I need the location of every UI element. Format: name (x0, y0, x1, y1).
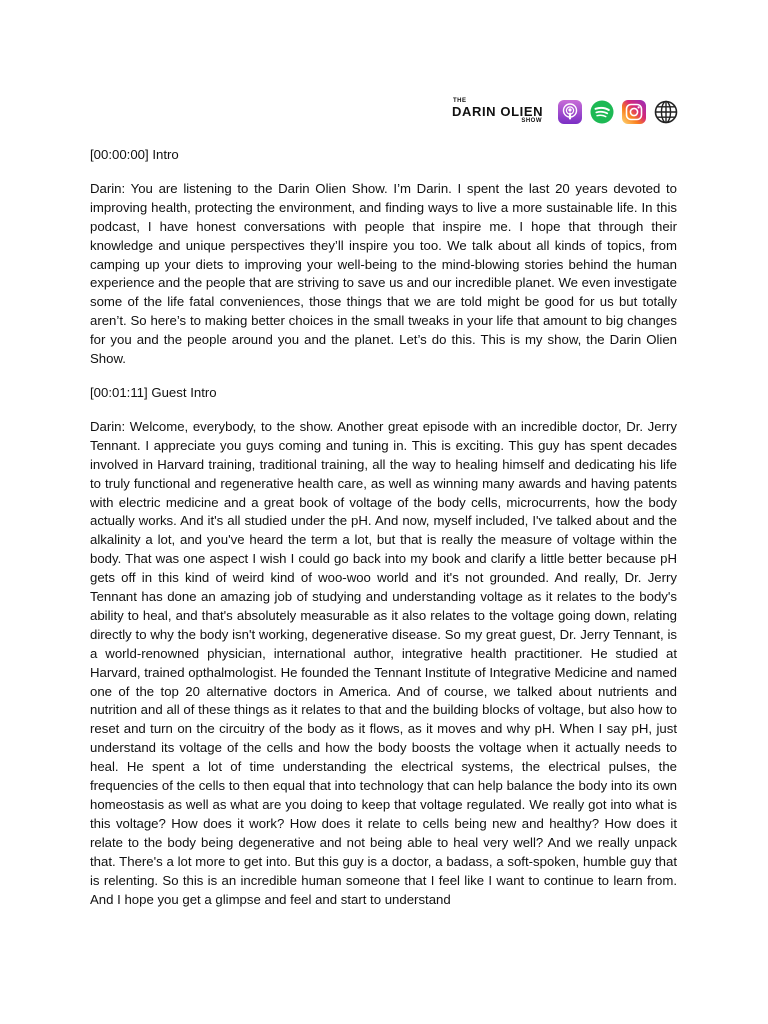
section-heading-guest-intro: [00:01:11] Guest Intro (90, 384, 217, 400)
instagram-icon[interactable] (622, 100, 646, 124)
logo-the-text: THE (453, 98, 467, 104)
logo-name-text: DARIN OLIEN (452, 104, 544, 119)
globe-icon[interactable] (654, 100, 678, 124)
show-logo (452, 98, 544, 126)
intro-paragraph: Darin: You are listening to the Darin Olien Show. I’m Darin. I spent the last 20 years devoted to improving health, protecting the environment, and finding ways to live a more sustainable life. In this podcast, I have honest conversations with people that inspire me. I hope that through their knowledge and unique perspectives they’ll inspire you too. We talk about all kinds of topics, from camping up your diets to improving your well-being to the mind-blowing stories behind the human experience and the people that are striving to save us and our incredible planet. We even investigate some of the life fatal conveniences, those things that we are told might be good for us but totally aren’t. So here’s to making better choices in the small tweaks in your life that amount to big changes for you and the people around you and the planet. Let’s do this. This is my show, the Darin Olien Show. (90, 180, 677, 367)
logo-show-text: SHOW (521, 118, 542, 124)
guest-intro-paragraph: Darin: Welcome, everybody, to the show. Another great episode with an incredible doctor, Dr. Jerry Tennant. I appreciate you guys coming and tuning in. This is exciting. This guy has spent decades involved in Harvard training, traditional training, all the way to healing himself and dedicating his life to truly functional and regenerative health care, as well as winning many awards and having patents with electric medicine and a great book of voltage of the body cells, microcurrents, how the body actually works. And it's all studied under the pH. And now, myself included, I've talked about and the alkalinity a lot, and you've heard the term a lot, but that is really the measure of voltage within the body. That was one aspect I wish I could go back into my book and clarify a little better because pH gets off in this kind of weird kind of woo-woo world and it's not grounded. And really, Dr. Jerry Tennant has done an amazing job of studying and understanding voltage as it relates to the body's ability to heal, and that's absolutely measurable as it also relates to the voltage going down, relating directly to why the body isn't working, degenerative disease. So my great guest, Dr. Jerry Tennant, is a world-renowned physician, international author, integrative health practitioner. He studied at Harvard, trained opthalmologist. He founded the Tennant Institute of Integrative Medicine and named one of the top 20 alternative doctors in America. And of course, we talked about nutrients and nutrition and all of these things as it relates to that and the building blocks of voltage, but also how to reset and turn on the circuitry of the body as it flows, as it moves and why pH. When I say pH, just understand its voltage of the cells and how the body boosts the voltage when it actually needs to heal. He spent a lot of time understanding the electrical systems, the electrical pulses, the frequencies of the cells to then equal that into technology that can help balance the body into its own homeostasis as well as what are you doing to keep that voltage regulated. We really got into what is this voltage? How does it work? How does it relate to cells being new and healthy? How does it relate to the body being degenerative and not being able to heal very well? And we really unpack that. There's a lot more to get into. But this guy is a doctor, a badass, a soft-spoken, humble guy that is relenting. So this is an incredible human someone that I feel like I want to continue to learn from. And I hope you get a glimpse and feel and start to understand (90, 418, 677, 907)
section-heading-intro: [00:00:00] Intro (90, 147, 179, 162)
spotify-icon[interactable] (590, 100, 614, 124)
page-header (452, 98, 678, 126)
transcript-body (90, 146, 677, 924)
podcasts-icon[interactable] (558, 100, 582, 124)
